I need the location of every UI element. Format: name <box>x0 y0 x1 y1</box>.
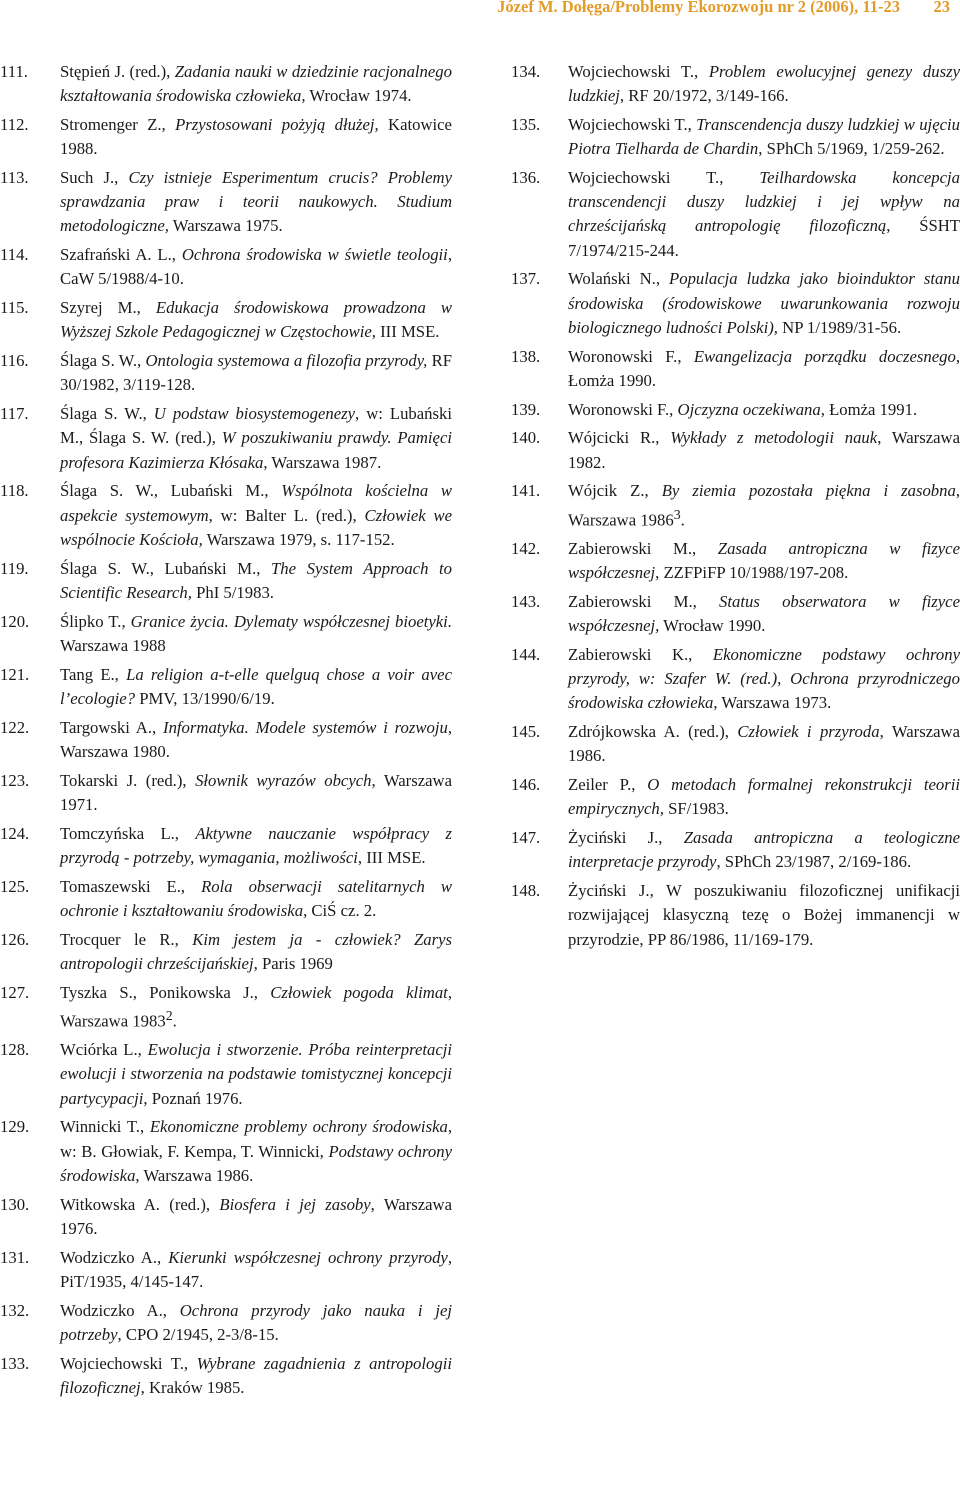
reference-title: Podstawy ochrony środowiska <box>60 1141 452 1185</box>
reference-number: 145. <box>511 722 541 742</box>
reference-number: 122. <box>0 717 30 737</box>
reference-entry <box>511 826 960 874</box>
reference-part: . <box>680 510 685 530</box>
reference-entry <box>0 1352 452 1400</box>
reference-number: 147. <box>511 828 541 848</box>
reference-title: Wspólnota kościelna w aspekcie systemowym <box>60 481 452 525</box>
reference-part: Szyrej M., <box>60 298 156 318</box>
reference-title: Przystosowani pożyją dłużej, <box>175 115 379 134</box>
reference-part: Warszawa 1975. <box>168 216 283 236</box>
reference-entry <box>511 720 960 768</box>
reference-part: Zabierowski M., <box>568 538 718 558</box>
reference-entry <box>0 479 452 552</box>
reference-entry <box>511 166 960 263</box>
reference-text <box>60 822 452 870</box>
reference-number: 117. <box>0 404 29 424</box>
reference-entry <box>0 928 452 976</box>
reference-text <box>60 166 452 239</box>
reference-number: 128. <box>0 1040 30 1060</box>
reference-title: By ziemia pozostała piękna i zasobna <box>661 481 956 501</box>
reference-number: 121. <box>0 664 30 684</box>
reference-entry <box>0 402 452 475</box>
reference-part: Such J., <box>60 168 129 187</box>
reference-number: 120. <box>0 611 30 631</box>
reference-title: Człowiek pogoda klimat <box>270 982 448 1002</box>
reference-title: Ekonomiczne podstawy ochrony przyrody, w: Szafer W. (red.), Ochrona przyrodniczego środowiska człowieka <box>568 644 960 713</box>
reference-entry <box>0 822 452 870</box>
reference-part: Targowski A., <box>60 717 164 737</box>
reference-number: 140. <box>511 428 541 448</box>
reference-number: 131. <box>0 1247 30 1267</box>
reference-text <box>568 60 960 108</box>
reference-part: , Warszawa 1986 <box>568 481 960 530</box>
reference-title: Populacja ludzka jako bioinduktor stanu środowiska (środowiskowe uwarunkowania rozwoju biologicznego ludności Polski), <box>568 269 960 337</box>
reference-text <box>568 398 960 422</box>
reference-part: , Warszawa 1987. <box>263 452 382 472</box>
reference-part: Ślaga S. W., Lubański M., <box>60 558 271 578</box>
reference-part: Trocquer le R., <box>60 929 193 949</box>
reference-part: PhI 5/1983. <box>191 582 274 602</box>
reference-entry <box>0 113 452 161</box>
reference-text <box>568 773 960 821</box>
reference-part: , III MSE. <box>357 847 426 867</box>
reference-text <box>60 60 452 108</box>
reference-number: 133. <box>0 1353 30 1373</box>
right-column <box>511 60 960 956</box>
reference-text <box>60 1352 452 1400</box>
reference-number: 119. <box>0 558 29 578</box>
reference-part: Wodziczko A., <box>60 1300 180 1320</box>
reference-entry <box>0 769 452 817</box>
reference-title: Informatyka. Modele systemów i rozwoju <box>163 717 448 737</box>
reference-title: Człowiek i przyroda <box>737 722 880 742</box>
reference-part: Warszawa 1988 <box>60 635 166 655</box>
reference-part: Wojciechowski T., <box>568 115 697 134</box>
reference-part: , Poznań 1976. <box>143 1088 243 1108</box>
reference-part: Tyszka S., Ponikowska J., <box>60 982 271 1002</box>
reference-part: , Kraków 1985. <box>140 1377 245 1397</box>
reference-part: Wrocław 1990. <box>659 616 766 636</box>
reference-number: 118. <box>0 481 29 501</box>
reference-entry <box>0 296 452 344</box>
reference-title: Kim jestem ja - człowiek? Zarys antropologii chrześcijańskiej <box>60 929 452 973</box>
reference-text <box>60 769 452 817</box>
reference-number: 125. <box>0 876 30 896</box>
reference-number: 134. <box>511 62 541 81</box>
reference-title: Biosfera i jej zasoby <box>219 1194 371 1214</box>
page-header <box>0 0 960 20</box>
reference-text <box>568 345 960 393</box>
reference-part: , III MSE. <box>371 322 440 342</box>
reference-title: U podstaw biosystemogenezy <box>153 404 356 424</box>
reference-part: RF 30/1982, 3/119-128. <box>60 351 452 395</box>
reference-part: Wolański N., <box>568 269 670 289</box>
reference-title: Aktywne nauczanie współpracy z przyrodą - potrzeby, wymagania, możliwości <box>60 823 452 867</box>
reference-entry <box>511 643 960 716</box>
reference-text <box>60 479 452 552</box>
reference-part: , SF/1983. <box>659 799 729 819</box>
reference-entry <box>511 267 960 340</box>
reference-text <box>60 928 452 976</box>
reference-entry <box>511 590 960 638</box>
reference-title: La religion a-t-elle quelguq chose a voir avec l’ecologie? <box>60 664 452 708</box>
reference-title: Ekonomiczne problemy ochrony środowiska <box>149 1117 448 1137</box>
reference-title: Słownik wyrazów obcych <box>195 770 372 790</box>
reference-text <box>60 1299 452 1347</box>
reference-number: 116. <box>0 351 29 371</box>
reference-text <box>60 663 452 711</box>
reference-part: Woronowski F., <box>568 399 678 419</box>
reference-title: Status obserwatora w fizyce współczesnej, <box>568 591 960 636</box>
reference-number: 127. <box>0 982 30 1002</box>
reference-text <box>568 879 960 952</box>
reference-part: , SPhCh 5/1969, 1/259-262. <box>758 139 945 159</box>
reference-part: , Warszawa 1986. <box>135 1165 254 1185</box>
reference-part: , Warszawa 1982. <box>568 428 960 472</box>
reference-entry <box>0 981 452 1034</box>
reference-number: 135. <box>511 115 541 134</box>
reference-entry <box>511 60 960 108</box>
reference-text <box>60 1115 452 1188</box>
reference-number: 137. <box>511 269 541 289</box>
reference-part: Wójcicki R., <box>568 428 671 448</box>
reference-title: Rola obserwacji satelitarnych w ochronie i kształtowaniu środowiska <box>60 876 452 920</box>
reference-entry <box>511 537 960 585</box>
reference-part: , CiŚ cz. 2. <box>303 900 377 920</box>
reference-title: O metodach formalnej rekonstrukcji teorii empirycznych <box>568 775 960 819</box>
reference-number: 124. <box>0 823 30 843</box>
page-number: 23 <box>933 0 950 16</box>
reference-part: Wójcik Z., <box>568 481 662 501</box>
reference-part: Ślaga S. W., <box>60 351 146 371</box>
reference-number: 143. <box>511 591 541 611</box>
reference-title: Teilhardowska koncepcja transcendencji duszy ludzkiej i jej wpływ na chrześcijańską antropologię filozoficzną <box>568 168 960 236</box>
reference-entry <box>511 879 960 952</box>
reference-number: 129. <box>0 1117 30 1137</box>
reference-part: Zabierowski M., <box>568 591 720 611</box>
reference-number: 146. <box>511 775 541 795</box>
reference-part: . <box>172 1011 177 1031</box>
reference-entry <box>0 166 452 239</box>
left-column <box>0 60 452 1405</box>
reference-number: 126. <box>0 929 30 949</box>
reference-entry <box>0 557 452 605</box>
reference-part: Katowice 1988. <box>60 115 452 159</box>
reference-part: Winnicki T., <box>60 1117 150 1137</box>
reference-entry <box>0 1246 452 1294</box>
reference-title: Wykłady z metodologii nauk <box>670 428 878 448</box>
reference-part: Wodziczko A., <box>60 1247 169 1267</box>
reference-title: Zasada antropiczna w fizyce współczesnej <box>568 538 960 583</box>
reference-part: , ŚSHT 7/1974/215-244. <box>568 216 960 260</box>
reference-part: , SPhCh 23/1987, 2/169-186. <box>716 852 912 872</box>
reference-part: Tomaszewski E., <box>60 876 202 896</box>
reference-part: , Warszawa 1980. <box>60 717 452 761</box>
reference-text <box>60 296 452 344</box>
reference-number: 141. <box>511 481 541 501</box>
reference-number: 138. <box>511 346 541 366</box>
reference-entry <box>0 663 452 711</box>
reference-title: Ewolucja i stworzenie. Próba reinterpretacji ewolucji i stworzenia na podstawie tomistycznej koncepcji partycypacji <box>60 1040 453 1108</box>
reference-title: Wybrane zagadnienia z antropologii filozoficznej <box>60 1353 453 1397</box>
reference-number: 139. <box>511 399 541 419</box>
reference-number: 115. <box>0 298 29 318</box>
reference-part: Wrocław 1974. <box>305 86 412 106</box>
reference-title: Ojczyzna oczekiwana <box>677 399 821 419</box>
reference-part: , Łomża 1990. <box>568 346 960 390</box>
reference-entry <box>0 610 452 658</box>
reference-part: Wojciechowski T., <box>568 168 760 187</box>
reference-part: , Warszawa 1986. <box>568 722 960 766</box>
reference-entry <box>0 243 452 291</box>
reference-part: Zabierowski K., <box>568 644 713 664</box>
reference-title: Człowiek we wspólnocie Kościoła, <box>60 505 452 549</box>
reference-part: Ślipko T., <box>60 611 131 631</box>
reference-part: Woronowski F., <box>568 346 694 366</box>
reference-entry <box>0 60 452 108</box>
reference-part: , ZZFPiFP 10/1988/197-208. <box>655 563 849 583</box>
reference-text <box>60 349 452 397</box>
reference-title: The System Approach to Scientific Research, <box>60 558 452 602</box>
reference-number: 114. <box>0 245 29 265</box>
reference-part: 3 <box>673 507 681 523</box>
reference-entry <box>0 875 452 923</box>
reference-text <box>568 113 960 161</box>
reference-part: , CaW 5/1988/4-10. <box>60 245 452 289</box>
reference-part: Tang E., <box>60 664 127 684</box>
reference-text <box>60 875 452 923</box>
reference-part: Zeiler P., <box>568 775 648 795</box>
reference-title: Edukacja środowiskowa prowadzona w Wyższej Szkole Pedagogicznej w Częstochowie <box>60 298 452 342</box>
reference-text <box>568 426 960 474</box>
reference-entry <box>511 113 960 161</box>
reference-text <box>60 1193 452 1241</box>
reference-entry <box>511 773 960 821</box>
reference-text <box>60 402 452 475</box>
reference-number: 113. <box>0 168 29 187</box>
reference-part: NP 1/1989/31-56. <box>777 317 902 337</box>
reference-part: Wojciechowski T., <box>60 1353 197 1373</box>
reference-entry <box>511 345 960 393</box>
reference-title: Granice życia. Dylematy współczesnej bioetyki. <box>130 611 452 631</box>
reference-title: Zadania nauki w dziedzinie racjonalnego kształtowania środowiska człowieka, <box>60 62 452 106</box>
reference-part: , w: B. Głowiak, F. Kempa, T. Winnicki, <box>60 1117 452 1161</box>
reference-part: Wojciechowski T., <box>568 62 709 81</box>
reference-part: , w: Balter L. (red.), <box>208 505 365 525</box>
reference-part: Życiński J., W poszukiwaniu filozoficznej unifikacji rozwijającej klasyczną tezę o Bożej immanencji w przyrodzie, PP 86/1986, 11/169-179. <box>568 881 960 949</box>
reference-text <box>60 1246 452 1294</box>
reference-title: Ochrona przyrody jako nauka i jej potrzeby <box>60 1300 452 1344</box>
reference-part: , CPO 2/1945, 2-3/8-15. <box>117 1324 279 1344</box>
reference-text <box>60 716 452 764</box>
reference-part: Zdrójkowska A. (red.), <box>568 722 738 742</box>
reference-part: Tomczyńska L., <box>60 823 196 843</box>
reference-part: , w: Lubański M., Ślaga S. W. (red.), <box>60 404 452 448</box>
reference-number: 136. <box>511 168 541 187</box>
reference-part: , Paris 1969 <box>253 953 333 973</box>
reference-entry <box>0 1038 452 1111</box>
reference-number: 112. <box>0 115 29 134</box>
reference-part: Ślaga S. W., Lubański M., <box>60 481 282 501</box>
reference-part: , Warszawa 1976. <box>60 1194 453 1238</box>
reference-entry <box>511 426 960 474</box>
reference-part: , Warszawa 1971. <box>60 770 452 814</box>
reference-entry <box>511 479 960 532</box>
reference-part: , Warszawa 1983 <box>60 982 452 1031</box>
reference-title: Kierunki współczesnej ochrony przyrody <box>168 1247 448 1267</box>
reference-text <box>568 590 960 638</box>
reference-part: Życiński J., <box>568 828 684 848</box>
reference-part: 2 <box>165 1008 173 1024</box>
reference-number: 123. <box>0 770 30 790</box>
reference-text <box>60 981 452 1034</box>
reference-part: Stromenger Z., <box>60 115 176 134</box>
reference-text <box>568 166 960 263</box>
reference-entry <box>511 398 960 422</box>
reference-part: , Warszawa 1973. <box>713 693 832 713</box>
reference-entry <box>0 1299 452 1347</box>
reference-part: , Łomża 1991. <box>820 399 918 419</box>
reference-title: Ontologia systemowa a filozofia przyrody, <box>145 351 428 371</box>
reference-number: 142. <box>511 538 541 558</box>
reference-text <box>60 557 452 605</box>
reference-part: Stępień J. (red.), <box>60 62 175 81</box>
reference-part: Szafrański A. L., <box>60 245 182 265</box>
reference-number: 144. <box>511 644 541 664</box>
reference-entry <box>0 716 452 764</box>
reference-part: Ślaga S. W., <box>60 404 154 424</box>
reference-text <box>568 720 960 768</box>
reference-part: Tokarski J. (red.), <box>60 770 196 790</box>
reference-text <box>568 267 960 340</box>
reference-number: 132. <box>0 1300 30 1320</box>
reference-part: Witkowska A. (red.), <box>60 1194 220 1214</box>
reference-title: Ochrona środowiska w świetle teologii <box>181 245 448 265</box>
running-title: Józef M. Dołęga/Problemy Ekorozwoju nr 2 (2006), 11-23 <box>497 0 900 16</box>
reference-text <box>568 643 960 716</box>
reference-title: Problem ewolucyjnej genezy duszy ludzkiej <box>568 62 960 106</box>
reference-entry <box>0 1115 452 1188</box>
reference-title: W poszukiwaniu prawdy. Pamięci profesora Kazimierza Kłósaka <box>60 428 453 472</box>
reference-entry <box>0 349 452 397</box>
reference-text <box>60 243 452 291</box>
reference-title: Zasada antropiczna a teologiczne interpretacje przyrody <box>568 828 960 872</box>
reference-text <box>60 1038 452 1111</box>
reference-text <box>568 479 960 532</box>
reference-text <box>568 537 960 585</box>
reference-part: , RF 20/1972, 3/149-166. <box>619 86 789 106</box>
reference-part: , PiT/1935, 4/145-147. <box>60 1247 452 1291</box>
reference-text <box>60 610 452 658</box>
reference-number: 111. <box>0 62 28 81</box>
reference-part: Warszawa 1979, s. 117-152. <box>202 529 395 549</box>
reference-part: Wciórka L., <box>60 1040 148 1060</box>
reference-entry <box>0 1193 452 1241</box>
reference-title: Transcendencja duszy ludzkiej w ujęciu Piotra Tielharda de Chardin <box>568 115 960 159</box>
reference-title: Ewangelizacja porządku doczesnego <box>693 346 956 366</box>
reference-text <box>60 113 452 161</box>
reference-title: Czy istnieje Esperimentum crucis? Problemy sprawdzania praw i teorii naukowych. Studium metodologiczne, <box>60 168 452 236</box>
reference-part: PMV, 13/1990/6/19. <box>135 688 275 708</box>
reference-number: 130. <box>0 1194 30 1214</box>
reference-number: 148. <box>511 881 541 901</box>
reference-text <box>568 826 960 874</box>
